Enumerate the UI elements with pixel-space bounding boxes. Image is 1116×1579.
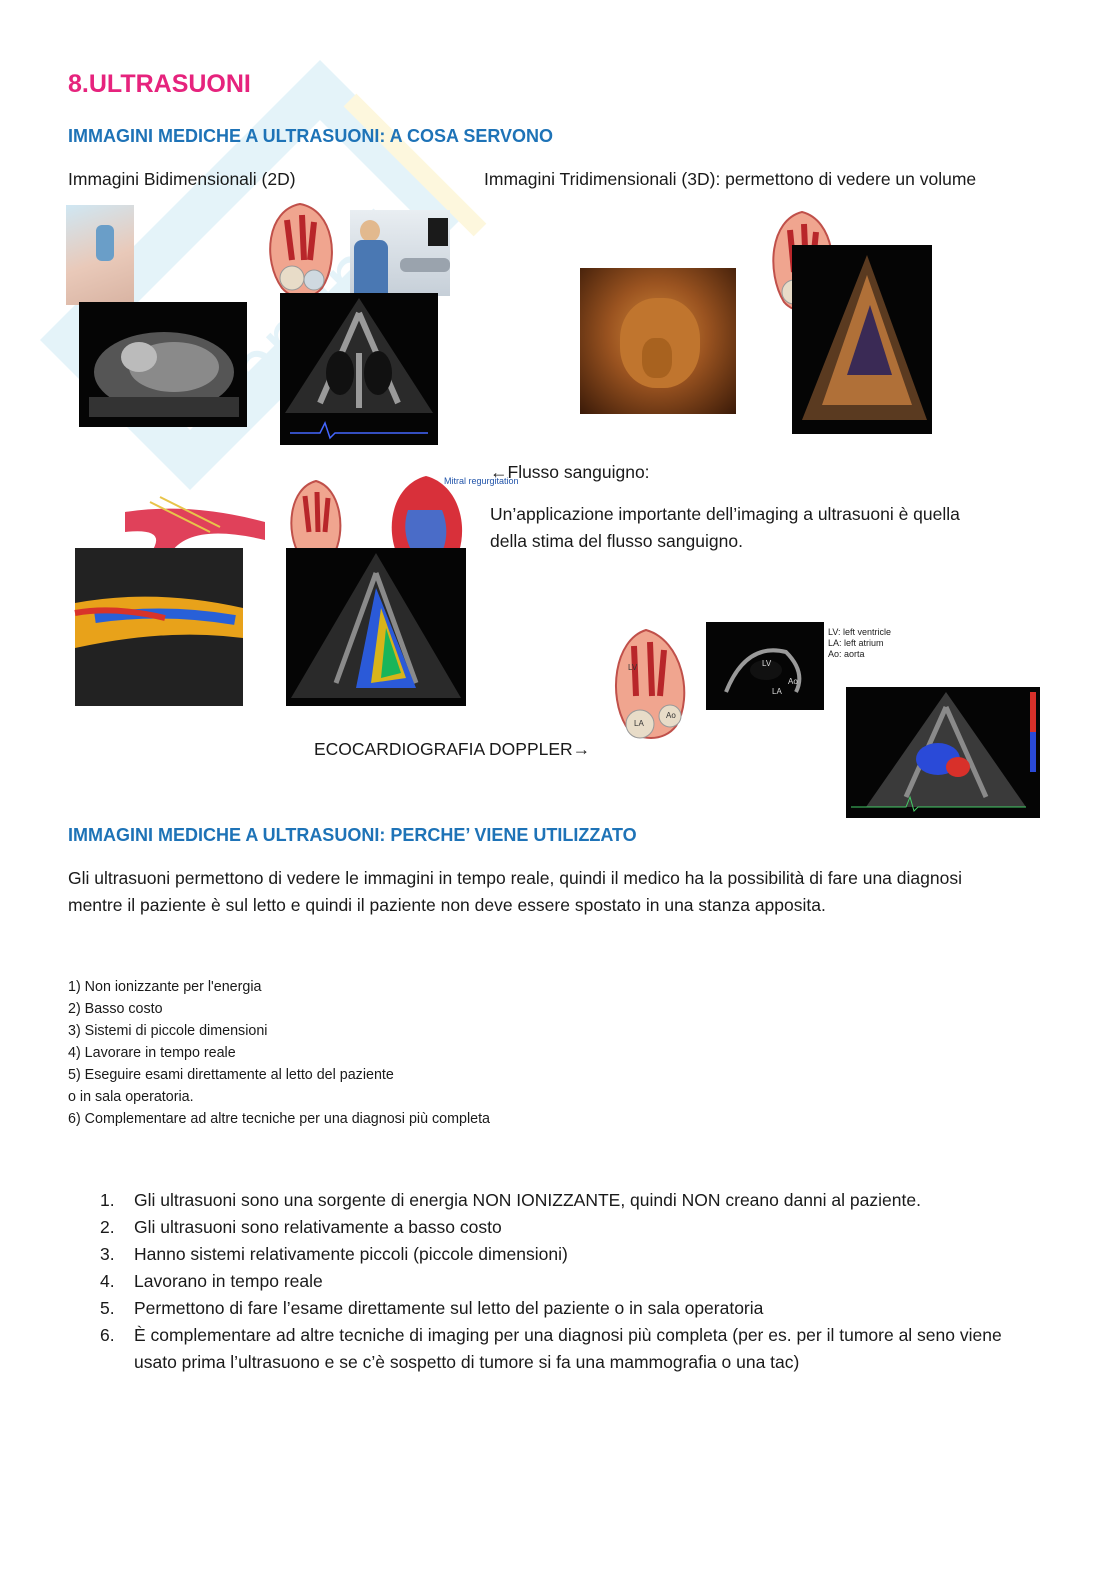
numbered-item-1-text: Gli ultrasuoni sono una sorgente di energia NON IONIZZANTE, quindi NON creano danni al paziente. — [134, 1190, 921, 1210]
blood-vessel-illustration — [120, 492, 270, 554]
summary-item-6: 6) Complementare ad altre tecniche per una diagnosi più completa — [68, 1111, 491, 1127]
color-doppler-echo-graphic — [846, 687, 1040, 818]
echo-long-axis — [706, 622, 824, 710]
legend-la: LA: left atrium — [828, 638, 884, 648]
summary-item-4: 4) Lavorare in tempo reale — [68, 1045, 236, 1061]
vessel-graphic — [120, 492, 270, 554]
numbered-item-2-text: Gli ultrasuoni sono relativamente a basso costo — [134, 1217, 502, 1237]
heart-label-la: LA — [634, 719, 644, 728]
echocardiography-doppler — [286, 548, 466, 706]
summary-list — [68, 976, 490, 1130]
color-doppler-vessel — [75, 548, 243, 706]
fetal-3d-render — [580, 268, 736, 414]
blood-flow-title: ←Flusso sanguigno: — [490, 462, 650, 482]
legend-ao: Ao: aorta — [828, 649, 865, 659]
numbered-item-5 — [100, 1295, 1034, 1322]
heart-labeled-diagram — [606, 626, 696, 748]
probe-on-belly-photo — [66, 205, 134, 305]
summary-item-3: 3) Sistemi di piccole dimensioni — [68, 1023, 268, 1039]
cardiac-3d-graphic — [792, 245, 932, 434]
summary-item-5-cont: o in sala operatoria. — [68, 1089, 194, 1105]
operator-photo — [350, 210, 450, 296]
intro-paragraph-line2: mentre il paziente è sul letto e quindi il paziente non deve essere spostato in una stanza apposita. — [68, 895, 826, 915]
cardiac-3d-render — [792, 245, 932, 434]
numbered-item-1 — [100, 1187, 1034, 1214]
numbered-item-3 — [100, 1241, 1034, 1268]
page-title: 8.ULTRASUONI — [68, 70, 251, 98]
heart-illustration — [262, 200, 338, 302]
cardiac-scan-graphic — [280, 293, 438, 445]
section-heading-uses: IMMAGINI MEDICHE A ULTRASUONI: A COSA SERVONO — [68, 126, 554, 146]
blood-flow-text-line1: Un’applicazione importante dell’imaging a ultrasuoni è quella — [490, 504, 960, 524]
label-3d-images: Immagini Tridimensionali (3D): permettono di vedere un volume — [484, 169, 977, 189]
cardiac-ultrasound-2d — [280, 293, 438, 445]
numbered-item-5-text: Permettono di fare l’esame direttamente sul letto del paziente o in sala operatoria — [134, 1298, 764, 1318]
fetal-ultrasound-2d — [79, 302, 247, 427]
echo-label-la: LA — [772, 687, 782, 696]
numbered-item-3-num: 3. — [100, 1244, 115, 1264]
doppler-label: ECOCARDIOGRAFIA DOPPLER→ — [314, 739, 591, 759]
heart-label-lv: LV — [628, 663, 638, 672]
heart-labeled-graphic — [606, 626, 696, 748]
echo-long-axis-graphic — [706, 622, 824, 710]
echo-doppler-graphic — [286, 548, 466, 706]
intro-paragraph — [68, 865, 1058, 919]
section-heading-why: IMMAGINI MEDICHE A ULTRASUONI: PERCHE’ VIENE UTILIZZATO — [68, 825, 637, 845]
label-2d-images: Immagini Bidimensionali (2D) — [68, 169, 296, 189]
heart-diagram-small — [262, 200, 338, 302]
fetal-scan-graphic — [79, 302, 247, 427]
numbered-item-6-num: 6. — [100, 1325, 115, 1345]
numbered-item-5-num: 5. — [100, 1298, 115, 1318]
echo-label-lv: LV — [762, 659, 772, 668]
numbered-item-4-num: 4. — [100, 1271, 115, 1291]
echo-legend — [828, 627, 891, 660]
summary-item-1: 1) Non ionizzante per l'energia — [68, 979, 262, 995]
doppler-vessel-graphic — [75, 548, 243, 706]
numbered-item-2-num: 2. — [100, 1217, 115, 1237]
numbered-item-1-num: 1. — [100, 1190, 115, 1210]
heart-label-ao: Ao — [666, 711, 676, 720]
summary-item-2: 2) Basso costo — [68, 1001, 163, 1017]
numbered-item-6-text: È complementare ad altre tecniche di imaging per una diagnosi più completa (per es. per il tumore al seno viene usato prima l’ultrasuono e se c’è sospetto di tumore si fa una mammografia o una tac) — [134, 1325, 1002, 1372]
echo-label-ao: Ao — [788, 677, 798, 686]
numbered-item-4-text: Lavorano in tempo reale — [134, 1271, 323, 1291]
numbered-item-2 — [100, 1214, 1034, 1241]
color-doppler-echo — [846, 687, 1040, 818]
blood-flow-text-line2: della stima del flusso sanguigno. — [490, 531, 743, 551]
mitral-label: Mitral regurgitation — [444, 476, 519, 486]
intro-paragraph-line1: Gli ultrasuoni permettono di vedere le immagini in tempo reale, quindi il medico ha la possibilità di fare una diagnosi — [68, 868, 962, 888]
numbered-item-6 — [100, 1322, 1034, 1376]
legend-lv: LV: left ventricle — [828, 627, 892, 637]
numbered-item-3-text: Hanno sistemi relativamente piccoli (piccole dimensioni) — [134, 1244, 568, 1264]
numbered-item-4 — [100, 1268, 1034, 1295]
summary-item-5: 5) Eseguire esami direttamente al letto del paziente — [68, 1067, 394, 1083]
